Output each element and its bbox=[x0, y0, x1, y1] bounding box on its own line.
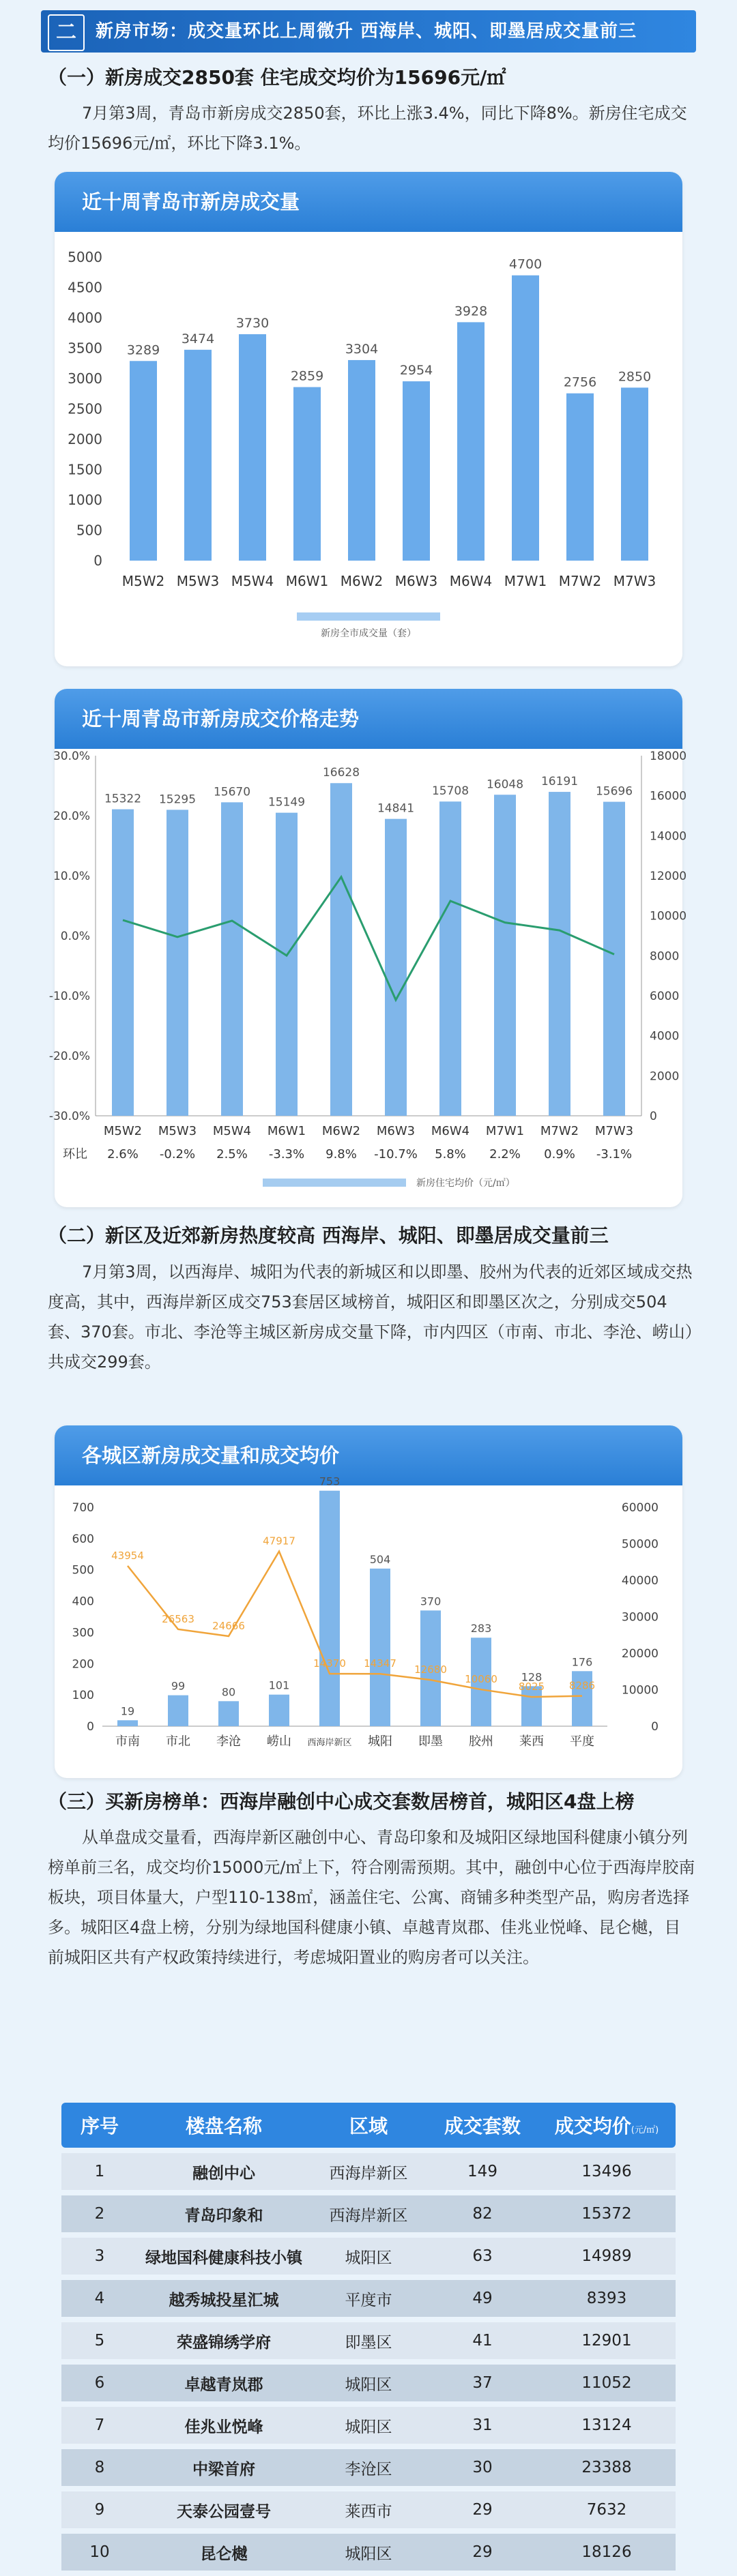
legend-label: 新房住宅均价（元/㎡） bbox=[416, 1178, 515, 1189]
cell-avg-price: 13496 bbox=[538, 2153, 676, 2190]
cell-project-name: 青岛印象和 bbox=[138, 2195, 310, 2232]
line-value-label: 12680 bbox=[414, 1663, 447, 1676]
x-tick-label: M7W3 bbox=[594, 1124, 634, 1138]
y-tick-label: 2000 bbox=[68, 431, 102, 447]
bar bbox=[566, 394, 594, 561]
price-chart-card bbox=[48, 689, 687, 1207]
y-right-tick-label: 4000 bbox=[650, 1029, 680, 1043]
bar bbox=[269, 1695, 289, 1726]
x-tick-label: 李沧 bbox=[216, 1734, 241, 1749]
cell-district: 莱西市 bbox=[310, 2491, 427, 2528]
cell-avg-price: 7632 bbox=[538, 2491, 676, 2528]
x-tick-label: 平度 bbox=[570, 1734, 594, 1749]
y-left-tick-label: 0.0% bbox=[60, 930, 90, 943]
y-tick-label: 2500 bbox=[68, 400, 102, 417]
mom-change-line bbox=[123, 877, 614, 1000]
y-left-tick-label: 400 bbox=[72, 1595, 94, 1609]
bar bbox=[512, 276, 539, 561]
bar-value-label: 3928 bbox=[454, 304, 488, 319]
ranking-table bbox=[61, 2097, 676, 2576]
y-left-tick-label: 100 bbox=[72, 1689, 94, 1703]
x-tick-label: M5W2 bbox=[121, 573, 165, 589]
x-tick-label: M5W4 bbox=[231, 573, 274, 589]
cell-avg-price: 13124 bbox=[538, 2407, 676, 2444]
x-tick-label: M5W3 bbox=[158, 1124, 197, 1138]
bar-value-label: 19 bbox=[120, 1704, 135, 1718]
cell-project-name: 天泰公园壹号 bbox=[138, 2491, 310, 2528]
price-chart bbox=[48, 749, 687, 1207]
cell-units: 149 bbox=[427, 2153, 538, 2190]
header-avg-price bbox=[538, 2103, 676, 2148]
y-right-tick-label: 0 bbox=[650, 1110, 657, 1123]
y-right-tick-label: 2000 bbox=[650, 1069, 680, 1084]
line-value-label: 26563 bbox=[162, 1612, 194, 1625]
cell-rank: 3 bbox=[61, 2238, 138, 2275]
cell-district: 李沧区 bbox=[310, 2449, 427, 2486]
bar bbox=[330, 783, 352, 1116]
x-tick-label: 城阳 bbox=[368, 1734, 392, 1749]
cell-district: 城阳区 bbox=[310, 2407, 427, 2444]
huanbi-value: 2.5% bbox=[216, 1147, 248, 1161]
section-title: 新房市场：成交量环比上周微升 西海岸、城阳、即墨居成交量前三 bbox=[96, 21, 637, 42]
line-value-label: 43954 bbox=[111, 1549, 144, 1562]
line-value-label: 14347 bbox=[364, 1657, 396, 1670]
x-tick-label: M7W2 bbox=[558, 573, 602, 589]
cell-rank: 6 bbox=[61, 2365, 138, 2401]
y-right-tick-label: 20000 bbox=[621, 1647, 659, 1661]
cell-avg-price: 18126 bbox=[538, 2534, 676, 2571]
x-tick-label: M6W4 bbox=[431, 1124, 470, 1138]
bar-value-label: 80 bbox=[221, 1685, 236, 1699]
table-row bbox=[61, 2491, 676, 2528]
y-tick-label: 3000 bbox=[68, 370, 102, 387]
bar bbox=[221, 802, 243, 1116]
y-right-tick-label: 0 bbox=[651, 1720, 659, 1734]
cell-district: 城阳区 bbox=[310, 2238, 427, 2275]
x-tick-label: 崂山 bbox=[267, 1734, 291, 1749]
x-tick-label: M6W2 bbox=[321, 1124, 361, 1138]
x-tick-label: M7W3 bbox=[613, 573, 656, 589]
part1-title: （一）新房成交2850套 住宅成交均价为15696元/㎡ bbox=[48, 66, 506, 89]
part1-text: 7月第3周，青岛市新房成交2850套，环比上涨3.4%，同比下降8%。新房住宅成交均价15696元/㎡，环比下降3.1%。 bbox=[48, 104, 687, 153]
volume-chart bbox=[55, 232, 682, 666]
cell-project-name: 绿地国科健康科技小镇 bbox=[138, 2238, 310, 2275]
part3-title: （三）买新房榜单：西海岸融创中心成交套数居榜首，城阳区4盘上榜 bbox=[48, 1790, 635, 1813]
table-row bbox=[61, 2238, 676, 2275]
bar bbox=[494, 795, 516, 1116]
y-left-tick-label: 20.0% bbox=[53, 810, 90, 823]
cell-rank: 1 bbox=[61, 2153, 138, 2190]
cell-district: 即墨区 bbox=[310, 2322, 427, 2359]
legend-swatch bbox=[263, 1179, 406, 1187]
huanbi-value: 9.8% bbox=[326, 1147, 357, 1161]
section-number: 二 bbox=[48, 14, 85, 51]
y-tick-label: 3500 bbox=[68, 340, 102, 357]
cell-units: 63 bbox=[427, 2238, 538, 2275]
bar bbox=[385, 819, 407, 1116]
table-row bbox=[61, 2153, 676, 2190]
cell-units: 30 bbox=[427, 2449, 538, 2486]
cell-project-name: 卓越青岚郡 bbox=[138, 2365, 310, 2401]
bar bbox=[130, 361, 157, 561]
huanbi-value: 2.2% bbox=[489, 1147, 521, 1161]
y-tick-label: 4500 bbox=[68, 279, 102, 296]
y-left-tick-label: 10.0% bbox=[53, 870, 90, 883]
line-value-label: 47917 bbox=[263, 1535, 295, 1548]
bar bbox=[276, 813, 298, 1116]
bar-value-label: 15295 bbox=[158, 793, 197, 807]
bar bbox=[439, 801, 461, 1116]
table-row bbox=[61, 2195, 676, 2232]
y-tick-label: 4000 bbox=[68, 310, 102, 326]
line-value-label: 10060 bbox=[465, 1673, 497, 1686]
cell-rank: 2 bbox=[61, 2195, 138, 2232]
huanbi-value: -3.3% bbox=[268, 1147, 305, 1161]
table-row bbox=[61, 2534, 676, 2571]
table-row bbox=[61, 2449, 676, 2486]
bar-value-label: 753 bbox=[319, 1475, 341, 1488]
bar-value-label: 15696 bbox=[595, 784, 633, 799]
x-tick-label: M6W1 bbox=[267, 1124, 306, 1138]
cell-units: 29 bbox=[427, 2491, 538, 2528]
bar-value-label: 3289 bbox=[126, 342, 160, 358]
bar-value-label: 3304 bbox=[345, 341, 379, 357]
cell-project-name: 昆仑樾 bbox=[138, 2534, 310, 2571]
x-tick-label: M5W4 bbox=[212, 1124, 252, 1138]
cell-district: 西海岸新区 bbox=[310, 2153, 427, 2190]
section-header bbox=[41, 10, 696, 53]
line-value-label: 14370 bbox=[313, 1657, 346, 1670]
y-right-tick-label: 12000 bbox=[650, 870, 687, 883]
x-tick-label: M7W1 bbox=[485, 1124, 525, 1138]
huanbi-value: 2.6% bbox=[107, 1147, 139, 1161]
bar bbox=[457, 322, 485, 561]
bar bbox=[184, 350, 212, 561]
cell-avg-price: 15372 bbox=[538, 2195, 676, 2232]
cell-rank: 4 bbox=[61, 2280, 138, 2317]
bar-value-label: 14841 bbox=[377, 801, 415, 816]
part2-title: （二）新区及近郊新房热度较高 西海岸、城阳、即墨居成交量前三 bbox=[48, 1224, 609, 1247]
y-tick-label: 1500 bbox=[68, 461, 102, 478]
x-tick-label: M6W3 bbox=[376, 1124, 416, 1138]
avg-price-line bbox=[128, 1552, 582, 1697]
x-tick-label: M6W4 bbox=[449, 573, 493, 589]
cell-avg-price: 11052 bbox=[538, 2365, 676, 2401]
bar bbox=[603, 802, 625, 1116]
table-row bbox=[61, 2365, 676, 2401]
bar-value-label: 504 bbox=[369, 1552, 391, 1566]
table-header-row bbox=[61, 2103, 676, 2148]
x-tick-label: 西海岸新区 bbox=[307, 1738, 352, 1748]
header-rank: 序号 bbox=[61, 2103, 138, 2148]
cell-units: 82 bbox=[427, 2195, 538, 2232]
y-right-tick-label: 8000 bbox=[650, 949, 680, 964]
part2-text: 7月第3周，以西海岸、城阳为代表的新城区和以即墨、胶州为代表的近郊区域成交热度高，其中，西海岸新区成交753套居区域榜首，城阳区和即墨区次之，分别成交504套、370套。市北、李沧等主城区新房成交量下降，市内四区（市南、市北、李沧、崂山）共成交299套。 bbox=[48, 1262, 693, 1372]
y-right-tick-label: 10000 bbox=[650, 909, 687, 923]
bar-value-label: 16191 bbox=[540, 775, 579, 789]
bar-value-label: 370 bbox=[420, 1595, 442, 1608]
bar-value-label: 99 bbox=[171, 1679, 186, 1693]
price-chart-title: 近十周青岛市新房成交价格走势 bbox=[55, 689, 682, 749]
cell-units: 29 bbox=[427, 2534, 538, 2571]
line-value-label: 24666 bbox=[212, 1620, 245, 1633]
header-district: 区域 bbox=[310, 2103, 427, 2148]
y-left-tick-label: 30.0% bbox=[53, 750, 90, 763]
y-tick-label: 1000 bbox=[68, 492, 102, 508]
cell-units: 49 bbox=[427, 2280, 538, 2317]
volume-chart-card bbox=[55, 172, 682, 666]
cell-units: 31 bbox=[427, 2407, 538, 2444]
bar-value-label: 3474 bbox=[181, 331, 215, 346]
y-right-tick-label: 60000 bbox=[621, 1501, 659, 1515]
line-value-label: 8025 bbox=[518, 1681, 545, 1693]
bar bbox=[239, 334, 266, 561]
bar bbox=[167, 810, 188, 1116]
y-left-tick-label: 600 bbox=[72, 1532, 94, 1546]
bar-value-label: 15670 bbox=[213, 785, 251, 799]
line-value-label: 8286 bbox=[568, 1679, 596, 1692]
cell-rank: 8 bbox=[61, 2449, 138, 2486]
huanbi-value: -10.7% bbox=[374, 1147, 418, 1161]
part3-text: 从单盘成交量看，西海岸新区融创中心、青岛印象和及城阳区绿地国科健康小镇分列榜单前三名，成交均价15000元/㎡上下，符合刚需预期。其中，融创中心位于西海岸胶南板块，项目体量大，户型110-138㎡，涵盖住宅、公寓、商铺多种类型产品，购房者选择多。城阳区4盘上榜，分别为绿地国科健康小镇、卓越青岚郡、佳兆业悦峰、昆仑樾，目前城阳区共有产权政策持续进行，考虑城阳置业的购房者可以关注。 bbox=[48, 1828, 695, 1967]
y-right-tick-label: 16000 bbox=[650, 789, 687, 803]
y-left-tick-label: 0 bbox=[87, 1720, 94, 1734]
cell-avg-price: 8393 bbox=[538, 2280, 676, 2317]
bar bbox=[319, 1491, 340, 1726]
y-right-tick-label: 30000 bbox=[621, 1610, 659, 1625]
y-tick-label: 5000 bbox=[68, 249, 102, 265]
x-tick-label: 即墨 bbox=[418, 1734, 443, 1749]
y-left-tick-label: -30.0% bbox=[48, 1110, 90, 1123]
y-left-tick-label: 500 bbox=[72, 1563, 94, 1578]
table-row bbox=[61, 2407, 676, 2444]
bar-value-label: 15322 bbox=[104, 792, 142, 806]
cell-units: 37 bbox=[427, 2365, 538, 2401]
bar-value-label: 283 bbox=[470, 1622, 492, 1635]
huanbi-value: -3.1% bbox=[596, 1147, 633, 1161]
bar bbox=[348, 360, 375, 561]
cell-project-name: 中梁首府 bbox=[138, 2449, 310, 2486]
cell-rank: 7 bbox=[61, 2407, 138, 2444]
cell-district: 城阳区 bbox=[310, 2365, 427, 2401]
table-row bbox=[61, 2322, 676, 2359]
bar-value-label: 4700 bbox=[508, 256, 543, 272]
x-tick-label: M6W2 bbox=[340, 573, 384, 589]
bar-value-label: 176 bbox=[571, 1655, 593, 1669]
x-tick-label: 市南 bbox=[115, 1734, 140, 1749]
header-price-unit: (元/㎡) bbox=[631, 2125, 659, 2135]
bar-value-label: 2859 bbox=[290, 368, 324, 384]
huanbi-value: 0.9% bbox=[544, 1147, 575, 1161]
x-tick-label: M5W2 bbox=[103, 1124, 143, 1138]
header-units: 成交套数 bbox=[427, 2103, 538, 2148]
bar bbox=[403, 381, 430, 561]
cell-avg-price: 14989 bbox=[538, 2238, 676, 2275]
cell-project-name: 融创中心 bbox=[138, 2153, 310, 2190]
y-right-tick-label: 10000 bbox=[621, 1683, 659, 1698]
volume-chart-title: 近十周青岛市新房成交量 bbox=[55, 172, 682, 232]
table-row bbox=[61, 2280, 676, 2317]
bar bbox=[370, 1569, 390, 1726]
legend-swatch bbox=[297, 612, 440, 621]
x-tick-label: 市北 bbox=[166, 1734, 190, 1749]
bar-value-label: 2850 bbox=[618, 369, 652, 385]
cell-project-name: 荣盛锦绣学府 bbox=[138, 2322, 310, 2359]
bar bbox=[112, 810, 134, 1116]
bar bbox=[621, 387, 648, 561]
y-tick-label: 0 bbox=[93, 552, 102, 569]
district-chart-card bbox=[55, 1425, 682, 1778]
cell-district: 西海岸新区 bbox=[310, 2195, 427, 2232]
cell-project-name: 佳兆业悦峰 bbox=[138, 2407, 310, 2444]
bar bbox=[168, 1696, 188, 1726]
y-left-tick-label: -20.0% bbox=[48, 1050, 90, 1063]
cell-avg-price: 23388 bbox=[538, 2449, 676, 2486]
x-tick-label: 胶州 bbox=[469, 1734, 493, 1749]
bar-value-label: 2756 bbox=[563, 374, 597, 390]
cell-units: 41 bbox=[427, 2322, 538, 2359]
bar-value-label: 3730 bbox=[235, 316, 270, 331]
cell-avg-price: 12901 bbox=[538, 2322, 676, 2359]
y-right-tick-label: 40000 bbox=[621, 1574, 659, 1588]
bar bbox=[117, 1720, 138, 1726]
bar bbox=[293, 387, 321, 561]
y-left-tick-label: 300 bbox=[72, 1626, 94, 1640]
cell-rank: 5 bbox=[61, 2322, 138, 2359]
bar-value-label: 15149 bbox=[268, 795, 306, 810]
y-right-tick-label: 18000 bbox=[650, 750, 687, 763]
x-tick-label: M6W1 bbox=[285, 573, 329, 589]
bar bbox=[218, 1701, 239, 1726]
bar-value-label: 2954 bbox=[399, 363, 433, 379]
y-left-tick-label: 700 bbox=[72, 1501, 94, 1515]
y-tick-label: 500 bbox=[76, 522, 102, 539]
huanbi-value: -0.2% bbox=[159, 1147, 196, 1161]
y-left-tick-label: -10.0% bbox=[48, 990, 90, 1003]
y-right-tick-label: 50000 bbox=[621, 1537, 659, 1552]
cell-district: 平度市 bbox=[310, 2280, 427, 2317]
legend-label: 新房全市成交量（套） bbox=[321, 628, 416, 639]
table-body bbox=[61, 2153, 676, 2571]
bar-value-label: 128 bbox=[521, 1670, 543, 1684]
x-tick-label: M5W3 bbox=[176, 573, 220, 589]
bar-value-label: 101 bbox=[268, 1678, 290, 1692]
district-chart-title: 各城区新房成交量和成交均价 bbox=[55, 1425, 682, 1485]
y-left-tick-label: 200 bbox=[72, 1657, 94, 1672]
cell-district: 城阳区 bbox=[310, 2534, 427, 2571]
bar-value-label: 16628 bbox=[322, 766, 360, 780]
cell-rank: 10 bbox=[61, 2534, 138, 2571]
y-right-tick-label: 14000 bbox=[650, 829, 687, 844]
huanbi-value: 5.8% bbox=[435, 1147, 466, 1161]
huanbi-label: 环比 bbox=[63, 1147, 87, 1161]
cell-project-name: 越秀城投星汇城 bbox=[138, 2280, 310, 2317]
x-tick-label: M7W2 bbox=[540, 1124, 579, 1138]
district-chart bbox=[55, 1475, 682, 1778]
bar-value-label: 16048 bbox=[486, 778, 524, 792]
header-project: 楼盘名称 bbox=[138, 2103, 310, 2148]
bar-value-label: 15708 bbox=[431, 784, 469, 799]
x-tick-label: M7W1 bbox=[504, 573, 547, 589]
x-tick-label: 莱西 bbox=[519, 1734, 544, 1749]
cell-rank: 9 bbox=[61, 2491, 138, 2528]
header-avg-price-label: 成交均价 bbox=[554, 2115, 631, 2137]
y-right-tick-label: 6000 bbox=[650, 990, 680, 1003]
bar bbox=[549, 792, 570, 1116]
x-tick-label: M6W3 bbox=[394, 573, 438, 589]
